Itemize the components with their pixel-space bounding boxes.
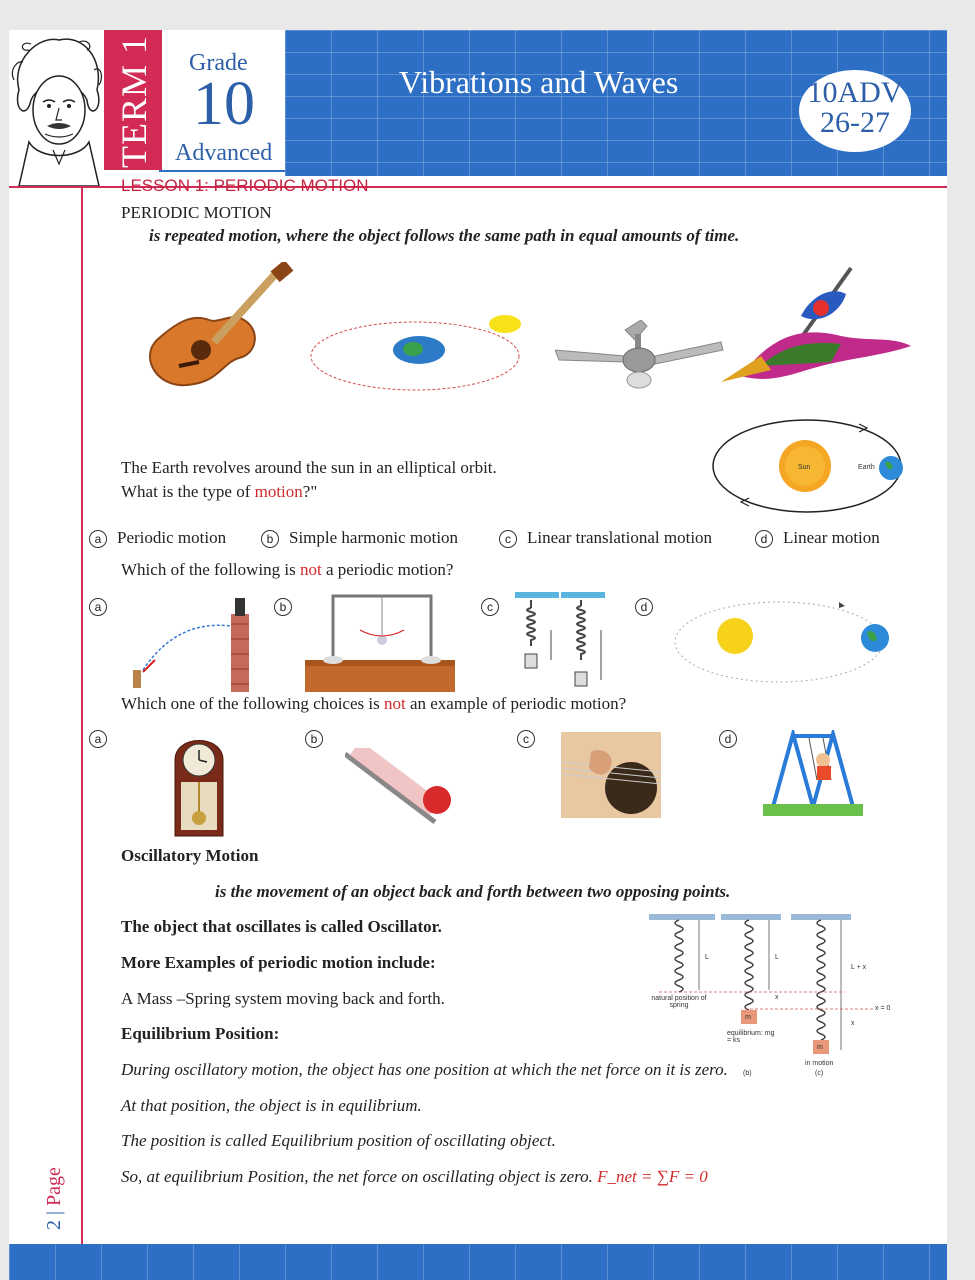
pendulum-clock-icon xyxy=(169,730,229,840)
equilibrium-line4: So, at equilibrium Position, the net force on oscillating object is zero. F_net = ∑F = 0 xyxy=(121,1167,708,1186)
badge-year: 26-27 xyxy=(820,106,890,139)
earth-label: Earth xyxy=(858,464,875,471)
ceiling-fan-icon xyxy=(555,320,725,390)
earth-orbit-icon xyxy=(305,312,525,392)
oscillatory-heading: Oscillatory Motion xyxy=(121,846,259,865)
q2-question: Which of the following is not a periodic motion? xyxy=(121,560,454,579)
grade-number: 10 xyxy=(193,70,255,138)
einstein-portrait-icon xyxy=(9,30,104,186)
mass-spring-text: A Mass –Spring system moving back and forth. xyxy=(121,989,445,1008)
sun-earth-orbit-icon xyxy=(709,416,919,516)
projectile-cliff-icon xyxy=(127,594,257,694)
equilibrium-line1: During oscillatory motion, the object has one position at which the net force on it is zero. xyxy=(121,1060,728,1079)
guitar-icon xyxy=(139,262,299,392)
mass-m2: m xyxy=(817,1044,823,1051)
q1-option-b[interactable] xyxy=(261,528,458,548)
q1-option-c[interactable] xyxy=(499,528,712,548)
sun-label: Sun xyxy=(798,464,811,471)
periodic-definition: is repeated motion, where the object follows the same path in equal amounts of time. xyxy=(149,226,740,245)
more-examples: More Examples of periodic motion include: xyxy=(121,953,436,972)
level-label: Advanced xyxy=(175,140,273,166)
q1-line1: The Earth revolves around the sun in an elliptical orbit. xyxy=(121,458,497,477)
page-title: Vibrations and Waves xyxy=(399,64,679,100)
spring-L2: L xyxy=(775,954,779,961)
footer-banner xyxy=(9,1244,947,1280)
spring-mass-icon xyxy=(515,590,615,694)
option-letter: b xyxy=(261,530,279,548)
newtons-cradle-icon xyxy=(305,590,465,694)
option-text: Simple harmonic motion xyxy=(289,528,459,547)
q2-letter-b[interactable]: b xyxy=(274,598,292,616)
option-text: Linear motion xyxy=(783,528,880,547)
panel-c-label: (c) xyxy=(815,1070,824,1077)
solar-orbit-icon xyxy=(669,598,889,688)
q3-question: Which one of the following choices is not an example of periodic motion? xyxy=(121,694,627,713)
equilibrium-line3: The position is called Equilibrium position of oscillating object. xyxy=(121,1131,556,1150)
option-text: Periodic motion xyxy=(117,528,227,547)
spring-L-plus-x: L + x xyxy=(851,964,867,971)
option-letter: a xyxy=(89,530,107,548)
natural-position-label: natural position of spring xyxy=(651,995,707,1009)
q2-letter-a[interactable]: a xyxy=(89,598,107,616)
panel-b-label: (b) xyxy=(743,1070,752,1077)
oscillator-text: The object that oscillates is called Oscillator. xyxy=(121,917,442,936)
spring-L1: L xyxy=(705,954,709,961)
spring-x2: x xyxy=(851,1020,855,1027)
net-force-formula: F_net = ∑F = 0 xyxy=(597,1167,708,1186)
playground-swing-icon xyxy=(763,730,863,816)
option-letter: c xyxy=(499,530,517,548)
q1-option-a[interactable] xyxy=(89,528,226,548)
equilibrium-heading: Equilibrium Position: xyxy=(121,1024,280,1043)
option-letter: d xyxy=(755,530,773,548)
q1-option-d[interactable] xyxy=(755,528,880,548)
term-label: TERM 1 xyxy=(114,34,154,168)
spring-x1: x xyxy=(775,994,779,1001)
in-motion-label: in motion xyxy=(805,1060,834,1067)
mass-m1: m xyxy=(745,1014,751,1021)
margin-line xyxy=(81,186,83,1246)
page-number: 2 | Page xyxy=(43,1167,65,1230)
q3-letter-b[interactable]: b xyxy=(305,730,323,748)
spring-x-eq-0: x = 0 xyxy=(875,1005,891,1012)
worksheet-page xyxy=(9,30,947,1280)
rolling-ball-icon xyxy=(345,748,455,828)
badge-class: 10ADV xyxy=(807,76,903,109)
colorful-swing-icon xyxy=(701,266,911,390)
q3-letter-d[interactable]: d xyxy=(719,730,737,748)
guitar-strumming-icon xyxy=(561,732,661,818)
q1-line2: What is the type of motion?" xyxy=(121,482,318,501)
q2-letter-c[interactable]: c xyxy=(481,598,499,616)
class-badge xyxy=(799,70,911,152)
periodic-heading: PERIODIC MOTION xyxy=(121,203,272,222)
q2-letter-d[interactable]: d xyxy=(635,598,653,616)
grade-label: Grade xyxy=(189,50,248,76)
option-text: Linear translational motion xyxy=(527,528,713,547)
q3-letter-a[interactable]: a xyxy=(89,730,107,748)
oscillatory-definition: is the movement of an object back and forth between two opposing points. xyxy=(215,882,731,901)
equilibrium-label: equilibrium: mg = ks xyxy=(727,1030,775,1044)
equilibrium-line2: At that position, the object is in equilibrium. xyxy=(121,1096,422,1115)
lesson-title: LESSON 1: PERIODIC MOTION xyxy=(121,176,369,195)
q3-letter-c[interactable]: c xyxy=(517,730,535,748)
